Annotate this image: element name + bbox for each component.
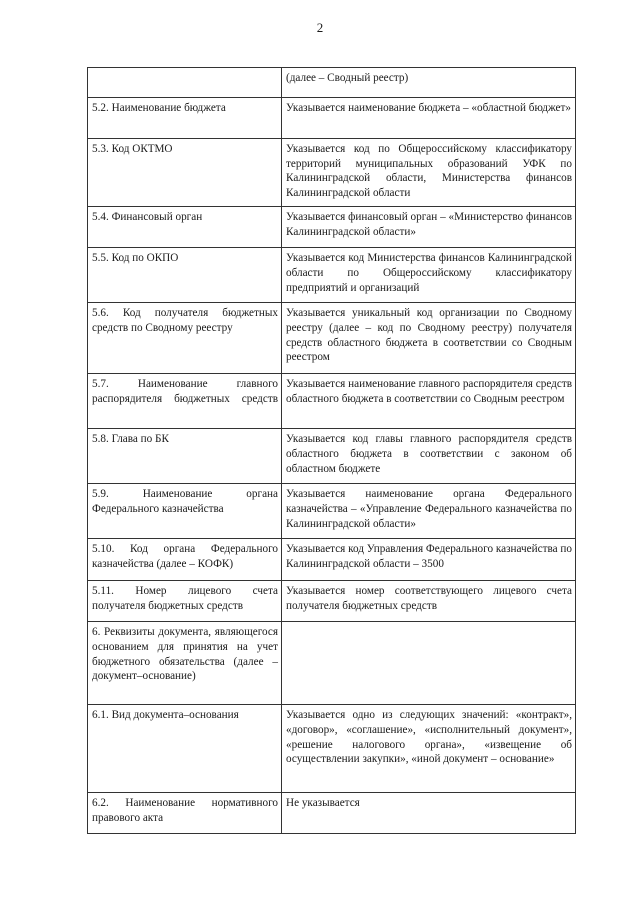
field-description-cell: Указывается уникальный код организации по Сводному реестру (далее – код по Сводному реестру) получателя средств областного бюджета в соответствии со Сводным реестром — [282, 303, 576, 374]
table-row — [88, 248, 576, 303]
table-row — [88, 429, 576, 484]
table-row — [88, 98, 576, 139]
field-description-cell: Не указывается — [282, 793, 576, 834]
field-description-cell: Указывается наименование бюджета – «областной бюджет» — [282, 98, 576, 139]
field-name-cell: 5.11. Номер лицевого счета получателя бюджетных средств — [88, 581, 282, 622]
field-name-cell: 5.5. Код по ОКПО — [88, 248, 282, 303]
table-row — [88, 622, 576, 705]
table-row — [88, 705, 576, 793]
field-name-cell: 5.9. Наименование органа Федерального казначейства — [88, 484, 282, 539]
field-description-cell: Указывается одно из следующих значений: «контракт», «договор», «соглашение», «исполнительный документ», «решение налогового органа», «извещение об осуществлении закупки», «иной документ – основание» — [282, 705, 576, 793]
field-name-cell: 5.4. Финансовый орган — [88, 207, 282, 248]
table-row — [88, 374, 576, 429]
field-description-cell: Указывается финансовый орган – «Министерство финансов Калининградской области» — [282, 207, 576, 248]
table-row — [88, 68, 576, 98]
field-description-cell: Указывается код главы главного распорядителя средств областного бюджета в соответствии с законом об областном бюджете — [282, 429, 576, 484]
field-description-cell: Указывается код Министерства финансов Калининградской области по Общероссийскому классификатору предприятий и организаций — [282, 248, 576, 303]
field-name-cell: 6. Реквизиты документа, являющегося основанием для принятия на учет бюджетного обязательства (далее – документ–основание) — [88, 622, 282, 705]
field-name-cell: 6.1. Вид документа–основания — [88, 705, 282, 793]
field-name-cell: 5.7. Наименование главного распорядителя бюджетных средств — [88, 374, 282, 429]
field-description-cell: Указывается номер соответствующего лицевого счета получателя бюджетных средств — [282, 581, 576, 622]
field-description-cell: Указывается код по Общероссийскому классификатору территорий муниципальных образований УФК по Калининградской области, Министерства финансов Калининградской области — [282, 139, 576, 207]
table-row — [88, 303, 576, 374]
field-description-cell — [282, 622, 576, 705]
field-name-cell — [88, 68, 282, 98]
field-description-cell: Указывается код Управления Федерального казначейства по Калининградской области – 3500 — [282, 539, 576, 581]
table-row — [88, 581, 576, 622]
field-name-cell: 5.6. Код получателя бюджетных средств по Сводному реестру — [88, 303, 282, 374]
field-name-cell: 5.2. Наименование бюджета — [88, 98, 282, 139]
table-row — [88, 539, 576, 581]
field-description-cell: Указывается наименование органа Федерального казначейства – «Управление Федерального казначейства по Калининградской области» — [282, 484, 576, 539]
table-row — [88, 207, 576, 248]
field-description-cell: Указывается наименование главного распорядителя средств областного бюджета в соответствии со Сводным реестром — [282, 374, 576, 429]
table-row — [88, 484, 576, 539]
table-row — [88, 139, 576, 207]
field-name-cell: 5.3. Код ОКТМО — [88, 139, 282, 207]
table-row — [88, 793, 576, 834]
field-name-cell: 5.8. Глава по БК — [88, 429, 282, 484]
field-description-cell: (далее – Сводный реестр) — [282, 68, 576, 98]
page-number: 2 — [316, 20, 324, 35]
requisites-table — [87, 67, 576, 834]
field-name-cell: 6.2. Наименование нормативного правового акта — [88, 793, 282, 834]
field-name-cell: 5.10. Код органа Федерального казначейства (далее – КОФК) — [88, 539, 282, 581]
